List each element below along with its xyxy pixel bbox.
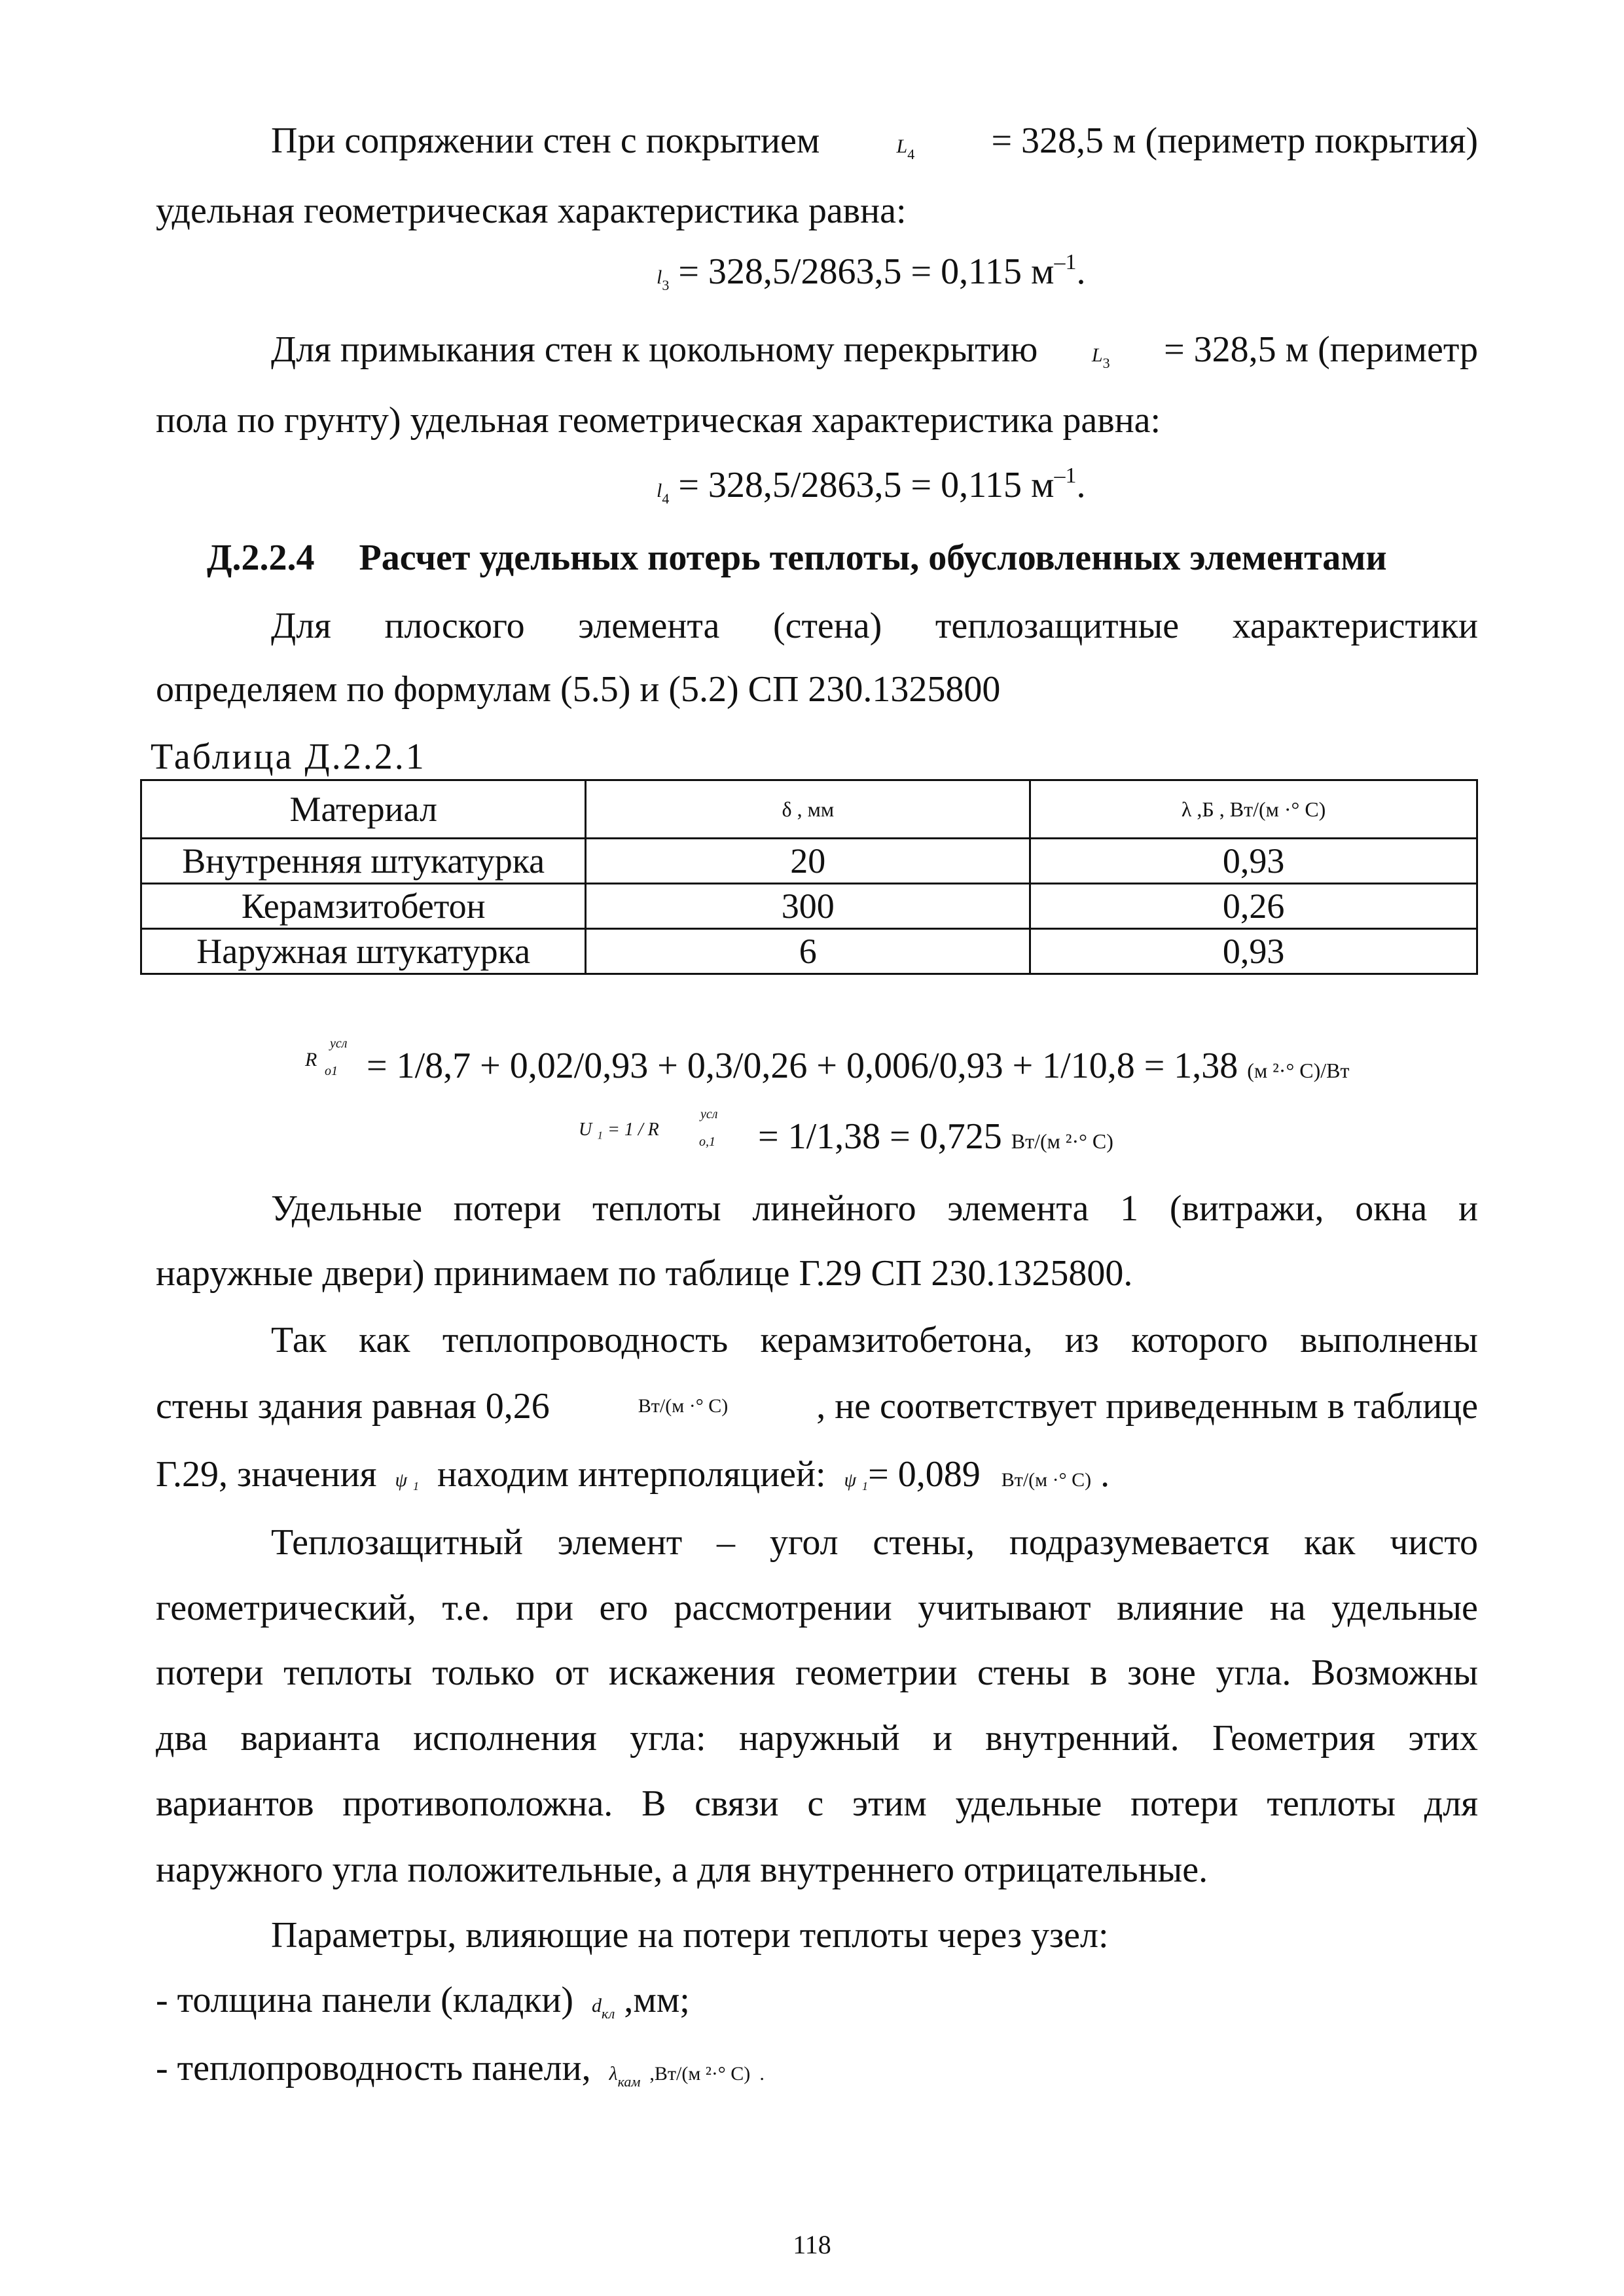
table-row: Внутренняя штукатурка 20 0,93 (141, 839, 1477, 884)
formula-u1: U ₁ = 1 / R усл о,1 = 1/1,38 = 0,725 Вт/(м ²·° С) (579, 1107, 1113, 1157)
para7-item2: - теплопроводность панели, $\lambda_{кам}$ ,Вт/(м ²·° С) . (156, 2048, 765, 2090)
para6-line1: Теплозащитный элемент – угол стены, подразумевается как чисто (271, 1522, 1478, 1563)
para7-item1: - толщина панели (кладки) $d_{кл}$ ,мм; (156, 1980, 690, 2022)
header-lambda: λ ,Б , Вт/(м ·° С) (1030, 780, 1477, 839)
para1-var: $L_4$ (896, 136, 915, 162)
header-delta: δ , мм (586, 780, 1030, 839)
u-symbol: U ₁ = 1 / R усл о,1 (579, 1107, 718, 1149)
para2-line2: пола по грунту) удельная геометрическая характеристика равна: (156, 400, 1161, 441)
section-heading (207, 539, 1387, 576)
para6-line3: потери теплоты только от искажения геометрии стены в зоне угла. Возможны (156, 1652, 1478, 1693)
para6-line5: вариантов противоположна. В связи с этим удельные потери теплоты для (156, 1783, 1478, 1824)
para5-line3: Г.29, значения ψ ₁ находим интерполяцией: ψ ₁= 0,089 Вт/(м ·° С) . (156, 1454, 1110, 1495)
para2-line1-post: = 328,5 м (периметр (1164, 329, 1478, 370)
header-material: Материал (141, 780, 586, 839)
para2-line1-pre: Для примыкания стен к цокольному перекрытию (271, 329, 1038, 370)
para1-line1-pre: При сопряжении стен с покрытием (271, 120, 820, 161)
formula-l4: $l_4 = 328,5/2863,5 = 0,115$ $м^{-1}$. (657, 464, 1086, 507)
para3-line1: Для плоского элемента (стена) теплозащитные характеристики (271, 606, 1478, 646)
formula-r-o1: R усл о1 = 1/8,7 + 0,02/0,93 + 0,3/0,26 + 0,006/0,93 + 1/10,8 = 1,38 (м ²·° С)/Вт (305, 1036, 1350, 1086)
materials-table (140, 779, 1478, 975)
formula-l3: $l_3 = 328,5/2863,5 = 0,115$ $м^{-1}$. (657, 250, 1086, 293)
table-header-row (141, 780, 1477, 839)
table-caption: Таблица Д.2.2.1 (151, 737, 426, 777)
page-number: 118 (793, 2230, 831, 2259)
para5-line1: Так как теплопроводность керамзитобетона, из которого выполнены (271, 1320, 1478, 1360)
para7-line1: Параметры, влияющие на потери теплоты через узел: (271, 1915, 1109, 1956)
para2-line1 (271, 329, 1478, 371)
para6-line4: два варианта исполнения угла: наружный и внутренний. Геометрия этих (156, 1718, 1478, 1758)
r-symbol: R усл о1 (305, 1036, 348, 1078)
section-title: Расчет удельных потерь теплоты, обусловленных элементами (359, 538, 1387, 578)
table-row: Керамзитобетон 300 0,26 (141, 884, 1477, 929)
para6-line6: наружного угла положительные, а для внутреннего отрицательные. (156, 1850, 1208, 1890)
para5-line2: стены здания равная 0,26 Вт/(м ·° С) , не соответствует приведенным в таблице (156, 1386, 1478, 1427)
para6-line2: геометрический, т.е. при его рассмотрении учитывают влияние на удельные (156, 1588, 1478, 1628)
para4-line2: наружные двери) принимаем по таблице Г.29 СП 230.1325800. (156, 1253, 1133, 1294)
para4-line1: Удельные потери теплоты линейного элемента 1 (витражи, окна и (271, 1188, 1478, 1229)
para1-line1-post: = 328,5 м (периметр покрытия) (991, 120, 1478, 161)
para2-var: $L_3$ (1091, 344, 1110, 371)
para3-line2: определяем по формулам (5.5) и (5.2) СП 230.1325800 (156, 669, 1001, 710)
table-row: Наружная штукатурка 6 0,93 (141, 929, 1477, 974)
para1-line2: удельная геометрическая характеристика равна: (156, 191, 907, 231)
para1-line1 (271, 120, 1478, 162)
section-number: Д.2.2.4 (207, 538, 315, 578)
